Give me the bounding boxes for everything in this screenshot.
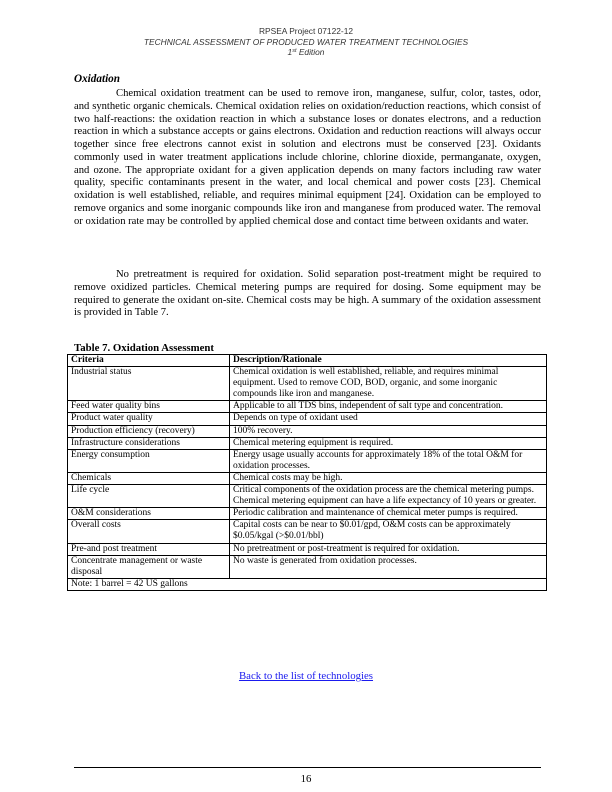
table-row <box>68 508 547 520</box>
table-row <box>68 401 547 413</box>
table-row <box>68 555 547 578</box>
paragraph-2-text: No pretreatment is required for oxidation. Solid separation post-treatment might be required to remove oxidized particles. Chemical metering pumps are required for dosing. Some equipment may be required to generate the oxidant on-site. Chemical costs may be high. A summary of the oxidation assessment is provided in Table 7. <box>74 269 541 319</box>
table-row <box>68 472 547 484</box>
section-title: Oxidation <box>74 73 121 85</box>
header-edition <box>0 47 612 57</box>
header-criteria: Criteria <box>68 355 230 367</box>
table-row <box>68 485 547 508</box>
header-title: TECHNICAL ASSESSMENT OF PRODUCED WATER TREATMENT TECHNOLOGIES <box>143 37 469 47</box>
paragraph-1 <box>74 88 541 228</box>
table-row <box>68 520 547 543</box>
paragraph-1-text: Chemical oxidation treatment can be used to remove iron, manganese, sulfur, color, tastes, odor, and synthetic organic chemicals. Chemical oxidation relies on oxidation/reduction reactions, which consist of two half-reactions: the oxidation reaction in which a substance loses or donates electrons, and a reduction reaction in which a substance accepts or gains electrons. Oxidation and reduction reactions will always occur together since free electrons cannot exist in solution and electrons must be conserved [23]. Oxidants commonly used in water treatment applications include chlorine, chlorine dioxide, permanganate, oxygen, and ozone. The appropriate oxidant for a given application depends on many factors including raw water quality, specific contaminants present in the water, and local chemical and power costs [23]. Chemical oxidation is well established, reliable, and requires minimal equipment [24]. Oxidation can be employed to remove organics and some inorganic compounds like iron and manganese from produced water. The removal or oxidation rate may be controlled by applied chemical dose and contact time between oxidants and water. <box>74 88 541 227</box>
criteria-cell: Overall costs <box>68 520 230 543</box>
description-cell: Applicable to all TDS bins, independent of salt type and concentration. <box>230 401 547 413</box>
description-cell: Chemical oxidation is well established, reliable, and requires minimal equipment. Used to remove COD, BOD, organic, and some inorganic compounds like iron and manganese. <box>230 367 547 401</box>
table-row <box>68 367 547 401</box>
criteria-cell: Pre-and post treatment <box>68 543 230 555</box>
table-note-row <box>68 578 547 590</box>
header-project: RPSEA Project 07122-12 <box>258 26 354 36</box>
table-row <box>68 413 547 425</box>
header-description: Description/Rationale <box>230 355 547 367</box>
back-to-technologies-link[interactable]: Back to the list of technologies <box>238 670 374 682</box>
table-title: Table 7. Oxidation Assessment <box>74 342 214 354</box>
description-cell: 100% recovery. <box>230 425 547 437</box>
table-row <box>68 543 547 555</box>
table-header-row <box>68 355 547 367</box>
paragraph-2 <box>74 269 541 320</box>
footer-rule <box>74 767 541 768</box>
criteria-cell: Industrial status <box>68 367 230 401</box>
table-row <box>68 437 547 449</box>
assessment-table <box>67 354 547 591</box>
criteria-cell: Chemicals <box>68 472 230 484</box>
description-cell: Capital costs can be near to $0.01/gpd, O&M costs can be approximately $0.05/kgal (>$0.01/bbl) <box>230 520 547 543</box>
description-cell: Chemical costs may be high. <box>230 472 547 484</box>
table-note: Note: 1 barrel = 42 US gallons <box>68 578 547 590</box>
criteria-cell: O&M considerations <box>68 508 230 520</box>
description-cell: No pretreatment or post-treatment is required for oxidation. <box>230 543 547 555</box>
table-row <box>68 449 547 472</box>
criteria-cell: Life cycle <box>68 485 230 508</box>
edition-number: 1 <box>287 47 293 57</box>
description-cell: Critical components of the oxidation process are the chemical metering pumps. Chemical metering equipment can have a life expectancy of 10 years or greater. <box>230 485 547 508</box>
criteria-cell: Production efficiency (recovery) <box>68 425 230 437</box>
criteria-cell: Product water quality <box>68 413 230 425</box>
description-cell: Chemical metering equipment is required. <box>230 437 547 449</box>
criteria-cell: Feed water quality bins <box>68 401 230 413</box>
criteria-cell: Infrastructure considerations <box>68 437 230 449</box>
description-cell: Periodic calibration and maintenance of chemical meter pumps is required. <box>230 508 547 520</box>
edition-suffix: st <box>292 48 297 54</box>
table-row <box>68 425 547 437</box>
criteria-cell: Energy consumption <box>68 449 230 472</box>
description-cell: No waste is generated from oxidation processes. <box>230 555 547 578</box>
edition-word: Edition <box>298 47 325 57</box>
criteria-cell: Concentrate management or waste disposal <box>68 555 230 578</box>
page-number: 16 <box>300 773 312 785</box>
description-cell: Depends on type of oxidant used <box>230 413 547 425</box>
description-cell: Energy usage usually accounts for approximately 18% of the total O&M for oxidation processes. <box>230 449 547 472</box>
